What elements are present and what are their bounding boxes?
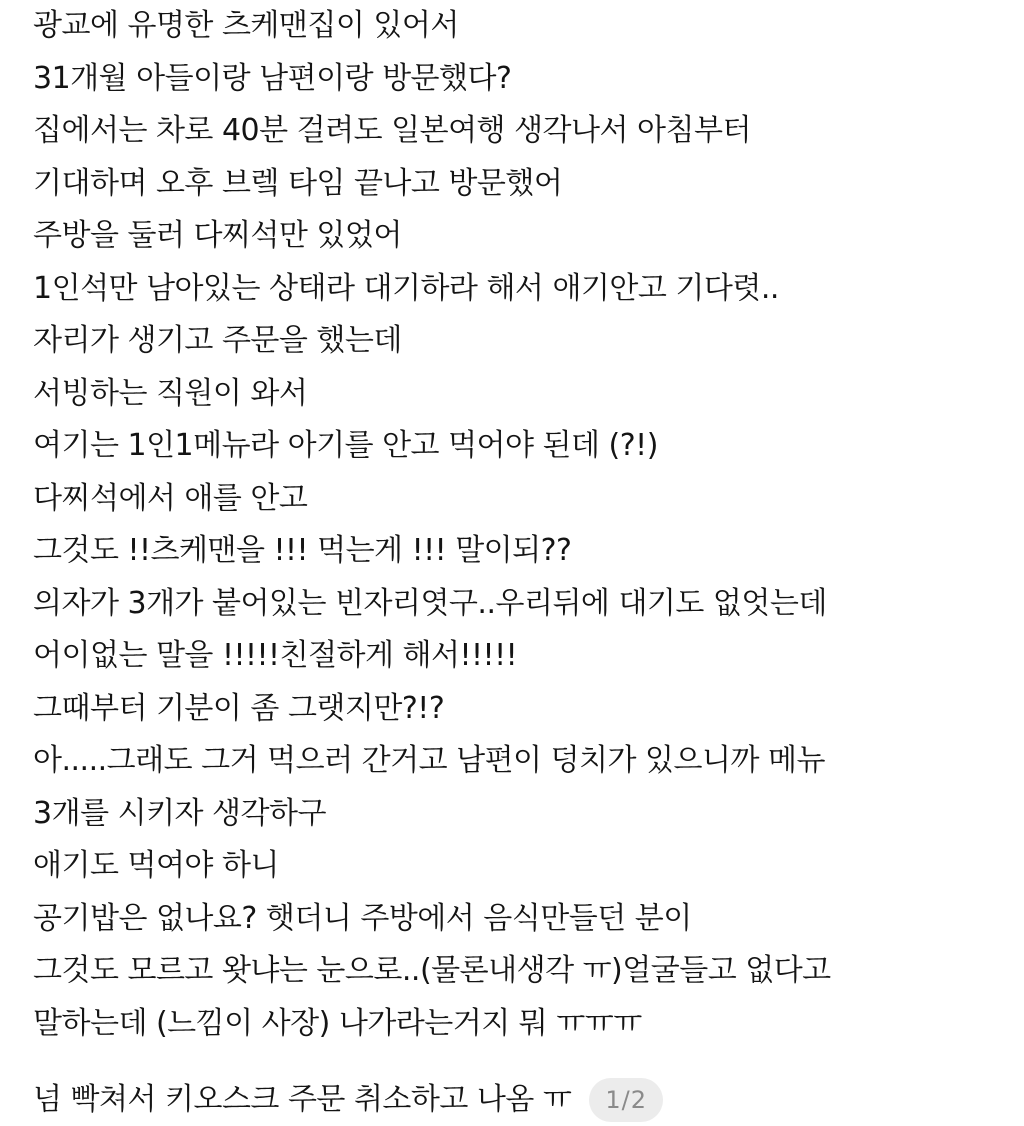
page-indicator-badge[interactable]: 1/2	[589, 1078, 663, 1122]
post-body	[33, 0, 1003, 1126]
post-line: 공기밥은 없나요? 햇더니 주방에서 음식만들던 분이	[33, 900, 692, 936]
post-line: 의자가 3개가 붙어있는 빈자리엿구..우리뒤에 대기도 없엇는데	[33, 585, 827, 621]
post-line: 자리가 생기고 주문을 했는데	[33, 323, 402, 358]
post-line: 그것도 모르고 왓냐는 눈으로..(물론내생각 ㅠ)얼굴들고 없다고	[33, 953, 831, 988]
post-last-line	[33, 1074, 1003, 1126]
post-line: 말하는데 (느낌이 사장) 나가라는거지 뭐 ㅠㅠㅠ	[33, 1005, 642, 1041]
post-line: 여기는 1인1메뉴라 아기를 안고 먹어야 된데 (?!)	[33, 428, 658, 463]
post-last-line-text: 넘 빡쳐서 키오스크 주문 취소하고 나옴 ㅠ	[33, 1082, 572, 1117]
post-line: 3개를 시키자 생각하구	[33, 795, 326, 831]
post-line: 그때부터 기분이 좀 그랫지만?!?	[33, 690, 445, 726]
post-line: 주방을 둘러 다찌석만 있었어	[33, 218, 402, 253]
post-line: 기대하며 오후 브렠 타임 끝나고 방문했어	[33, 165, 563, 201]
post-line: 애기도 먹여야 하니	[33, 848, 279, 883]
post-line: 서빙하는 직원이 와서	[33, 375, 308, 411]
post-line: 다찌석에서 애를 안고	[33, 480, 308, 516]
post-line: 31개월 아들이랑 남편이랑 방문했다?	[33, 60, 512, 96]
post-line: 1인석만 남아있는 상태라 대기하라 해서 애기안고 기다렷..	[33, 270, 779, 306]
post-line: 아.....그래도 그거 먹으러 간거고 남편이 덩치가 있으니까 메뉴	[33, 743, 825, 778]
post-line: 어이없는 말을 !!!!!친절하게 해서!!!!!	[33, 638, 518, 673]
post-line: 집에서는 차로 40분 걸려도 일본여행 생각나서 아침부터	[33, 113, 751, 148]
post-line: 그것도 !!츠케맨을 !!! 먹는게 !!! 말이되??	[33, 533, 572, 568]
post-line: 광교에 유명한 츠케맨집이 있어서	[33, 8, 459, 43]
